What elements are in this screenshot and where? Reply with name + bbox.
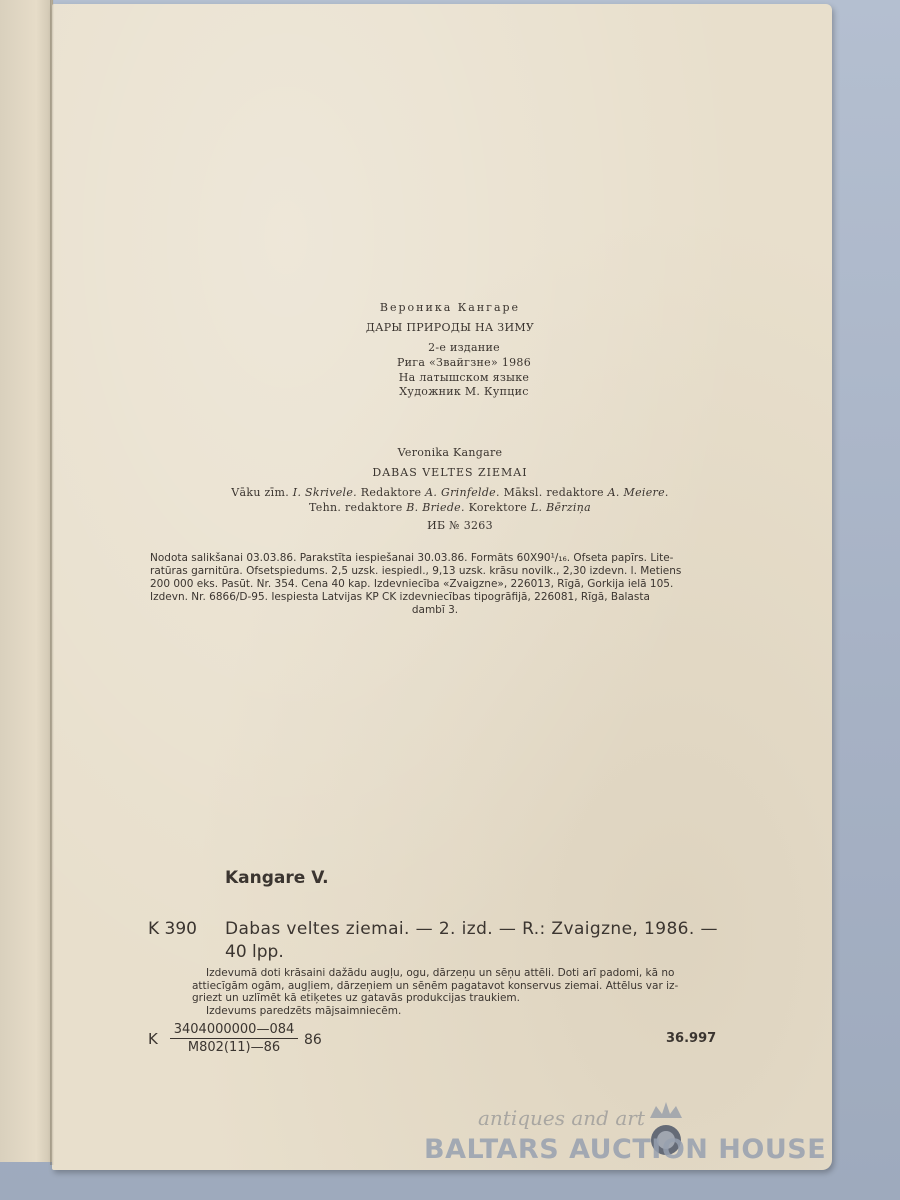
annotation-line: attiecīgām ogām, augļiem, dārzeņiem un sēnēm pagatavot konservus ziemai. Attēlus var iz- [192,979,679,992]
catalog-bibliographic-line: Dabas veltes ziemai. — 2. izd. — R.: Zvaigzne, 1986. — [225,919,718,939]
imprint-line: Izdevn. Nr. 6866/D-95. Iespiesta Latvijas KP CK izdevniecības tipogrāfijā, 226081, Rīgā, Balasta [150,591,650,603]
tech-editor-label: Tehn. redaktore [309,501,403,514]
catalog-annotation [192,967,772,1017]
class-number: 36.997 [666,1031,717,1046]
proofreader-label: Korektore [468,501,528,514]
imprint-line: 200 000 eks. Pasūt. Nr. 354. Cena 40 kap. Izdevniecība «Zvaigzne», 226013, Rīgā, Gorkija ielā 105. [150,578,674,590]
ru-language: На латышском языке [398,371,530,384]
lv-credits-line1 [0,486,900,499]
watermark-tagline: antiques and art [478,1106,645,1130]
annotation-line: griezt un uzlīmēt kā etiķetes uz gatavās produkcijas traukiem. [192,992,520,1004]
ru-edition: 2-е издание [428,341,500,354]
editor-name: A. Grinfelde. [425,486,500,499]
editor-label: Redaktore [360,486,422,499]
book-spine-shadow [50,0,54,1165]
printing-details [150,552,740,617]
tech-editor-name: B. Briede. [406,501,465,514]
ru-artist: Художник М. Купцис [399,385,529,398]
imprint-line: dambī 3. [411,604,459,616]
proofreader-name: L. Bērziņa [530,501,591,514]
annotation-line: Izdevums paredzēts mājsaimniecēm. [206,1004,402,1017]
catalog-k-letter: K [148,1030,158,1048]
cover-artist-name: I. Skrivele. [292,486,357,499]
fraction-denominator: M802(11)—86 [187,1040,281,1055]
annotation-line: Izdevumā doti krāsaini dažādu augļu, ogu, dārzeņu un sēņu attēli. Doti arī padomi, kā no [206,967,675,979]
ru-publisher: Рига «Звайгзне» 1986 [396,356,532,369]
lv-author: Veronika Kangare [397,446,503,459]
facing-page-edge [0,0,53,1162]
ru-title: ДАРЫ ПРИРОДЫ НА ЗИМУ [365,321,535,334]
ib-number: ИБ № 3263 [427,519,493,532]
imprint-line: ratūras garnitūra. Ofsetspiedums. 2,5 uzsk. iespiedl., 9,13 uzsk. krāsu novilk., 2,30 izdevn. l. Metiens [150,565,682,577]
fraction-numerator: 3404000000—084 [170,1022,298,1039]
lv-title: DABAS VELTES ZIEMAI [372,466,528,479]
art-editor-name: A. Meiere. [607,486,669,499]
art-editor-label: Māksl. redaktore [503,486,604,499]
ru-author: Вероника Кангаре [379,301,521,314]
catalog-pages: 40 lpp. [225,942,284,962]
cover-artist-label: Vāku zīm. [231,486,289,499]
fraction-suffix: 86 [304,1032,322,1048]
catalog-code: K 390 [148,919,197,939]
catalog-author: Kangare V. [225,868,329,888]
lv-credits-line2 [0,501,900,514]
imprint-line: Nodota salikšanai 03.03.86. Parakstīta iespiešanai 30.03.86. Formāts 60X90¹/₁₆. Ofseta papīrs. Lite- [150,552,674,564]
catalog-fraction [170,1022,298,1055]
watermark-brand: BALTARS AUCTION HOUSE [424,1134,827,1165]
